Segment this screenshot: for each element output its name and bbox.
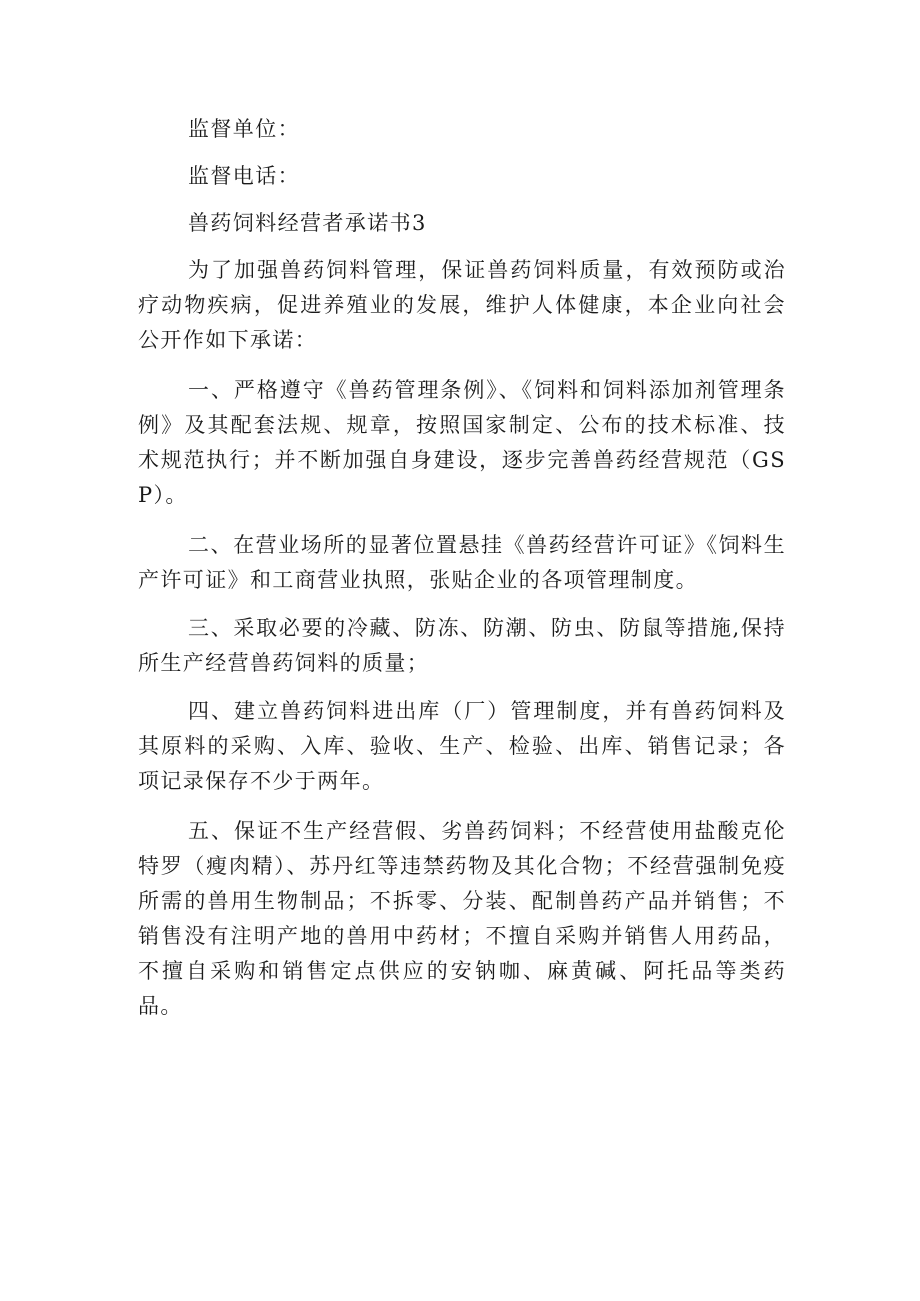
section-title: 兽药饲料经营者承诺书3 xyxy=(188,211,427,235)
commitment-item-3: 三、采取必要的冷藏、防冻、防潮、防虫、防鼠等措施,保持所生产经营兽药饲料的质量； xyxy=(138,616,786,675)
commitment-item-4: 四、建立兽药饲料进出库（厂）管理制度，并有兽药饲料及其原料的采购、入库、验收、生产、检验、出库、销售记录；各项记录保存不少于两年。 xyxy=(138,699,786,793)
commitment-item-2: 二、在营业场所的显著位置悬挂《兽药经营许可证》《饲料生产许可证》和工商营业执照，张贴企业的各项管理制度。 xyxy=(138,533,786,592)
supervisor-phone-label: 监督电话： xyxy=(188,164,300,188)
intro-paragraph: 为了加强兽药饲料管理，保证兽药饲料质量，有效预防或治疗动物疾病，促进养殖业的发展，维护人体健康，本企业向社会公开作如下承诺： xyxy=(138,258,786,352)
commitment-item-1: 一、严格遵守《兽药管理条例》、《饲料和饲料添加剂管理条例》及其配套法规、规章，按照国家制定、公布的技术标准、技术规范执行；并不断加强自身建设，逐步完善兽药经营规范（GSP）。 xyxy=(138,378,786,507)
supervisor-unit-label: 监督单位： xyxy=(188,117,300,141)
commitment-item-5: 五、保证不生产经营假、劣兽药饲料；不经营使用盐酸克伦特罗（瘦肉精）、苏丹红等违禁药物及其化合物；不经营强制免疫所需的兽用生物制品；不拆零、分装、配制兽药产品并销售；不销售没有注明产地的兽用中药材；不擅自采购并销售人用药品，不擅自采购和销售定点供应的安钠咖、麻黄碱、阿托品等类药品。 xyxy=(138,819,786,1018)
document-body xyxy=(138,112,786,1024)
